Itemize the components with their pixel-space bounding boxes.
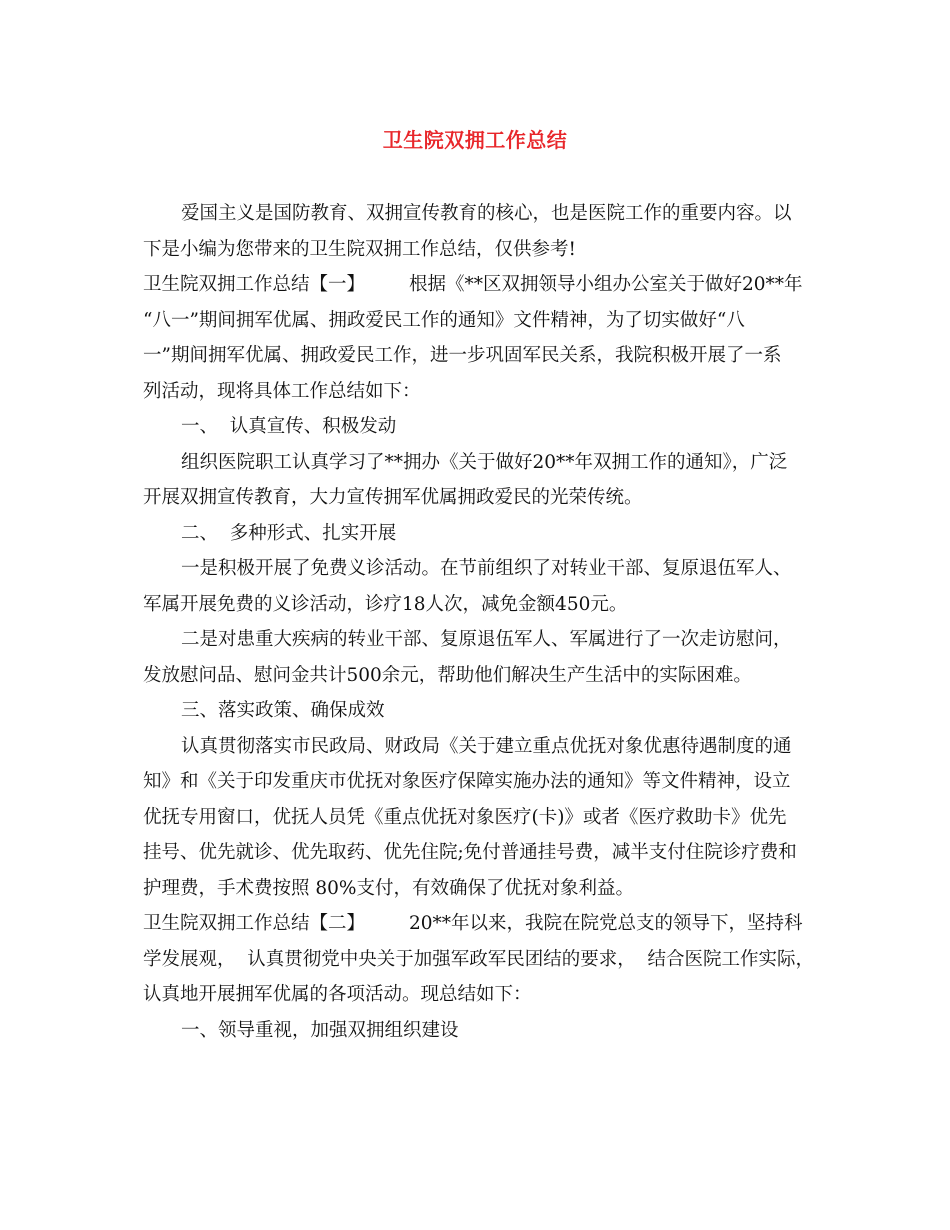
section-heading: 卫生院双拥工作总结【一】 xyxy=(143,274,366,295)
paragraph-line: 发放慰问品、慰问金共计500余元，帮助他们解决生产生活中的实际困难。 xyxy=(143,664,752,686)
paragraph-line: 一是积极开展了免费义诊活动。在节前组织了对转业干部、复原退伍军人、 xyxy=(181,558,792,579)
subheading-line: 一、领导重视，加强双拥组织建设 xyxy=(181,1019,459,1041)
subheading-line: 一、 认真宣传、积极发动 xyxy=(181,416,397,437)
document-title: 卫生院双拥工作总结 xyxy=(382,128,568,152)
subheading-line: 二、 多种形式、扎实开展 xyxy=(181,522,397,544)
paragraph-line: 护理费，手术费按照 80%支付，有效确保了优抚对象利益。 xyxy=(143,877,635,899)
paragraph-line: 爱国主义是国防教育、双拥宣传教育的核心，也是医院工作的重要内容。以 xyxy=(181,203,792,224)
paragraph-line: 知》和《关于印发重庆市优抚对象医疗保障实施办法的通知》等文件精神，设立 xyxy=(143,771,791,792)
section-heading: 卫生院双拥工作总结【二】 xyxy=(143,913,366,934)
paragraph-line: 列活动，现将具体工作总结如下： xyxy=(143,380,421,402)
paragraph-line: 挂号、优先就诊、优先取药、优先住院;免付普通挂号费，减半支付住院诊疗费和 xyxy=(143,842,797,863)
paragraph-line: 一”期间拥军优属、拥政爱民工作，进一步巩固军民关系，我院积极开展了一系 xyxy=(143,345,782,366)
paragraph-line: “八一”期间拥军优属、拥政爱民工作的通知》文件精神，为了切实做好“八 xyxy=(143,309,745,331)
paragraph-line: 下是小编为您带来的卫生院双拥工作总结，仅供参考! xyxy=(143,238,576,260)
paragraph-line: 认真地开展拥军优属的各项活动。现总结如下： xyxy=(143,984,532,1005)
paragraph-text: 根据《**区双拥领导小组办公室关于做好20**年 xyxy=(409,274,803,295)
section-heading-line xyxy=(143,267,811,303)
paragraph-line: 优抚专用窗口，优抚人员凭《重点优抚对象医疗(卡)》或者《医疗救助卡》优先 xyxy=(143,806,787,828)
paragraph-line: 军属开展免费的义诊活动，诊疗18人次，减免金额450元。 xyxy=(143,593,628,615)
paragraph-line: 认真贯彻落实市民政局、财政局《关于建立重点优抚对象优惠待遇制度的通 xyxy=(181,735,792,757)
section-heading-line xyxy=(143,906,811,942)
document-body xyxy=(143,196,815,1048)
paragraph-line: 学发展观， 认真贯彻党中央关于加强军政军民团结的要求， 结合医院工作实际， xyxy=(143,948,815,970)
paragraph-line: 开展双拥宣传教育，大力宣传拥军优属拥政爱民的光荣传统。 xyxy=(143,487,643,508)
paragraph-line: 二是对患重大疾病的转业干部、复原退伍军人、军属进行了一次走访慰问， xyxy=(181,629,792,650)
paragraph-text: 20**年以来，我院在院党总支的领导下，坚持科 xyxy=(409,913,803,934)
paragraph-line: 组织医院职工认真学习了**拥办《关于做好20**年双拥工作的通知》，广泛 xyxy=(181,451,788,473)
subheading-line: 三、落实政策、确保成效 xyxy=(181,700,385,721)
